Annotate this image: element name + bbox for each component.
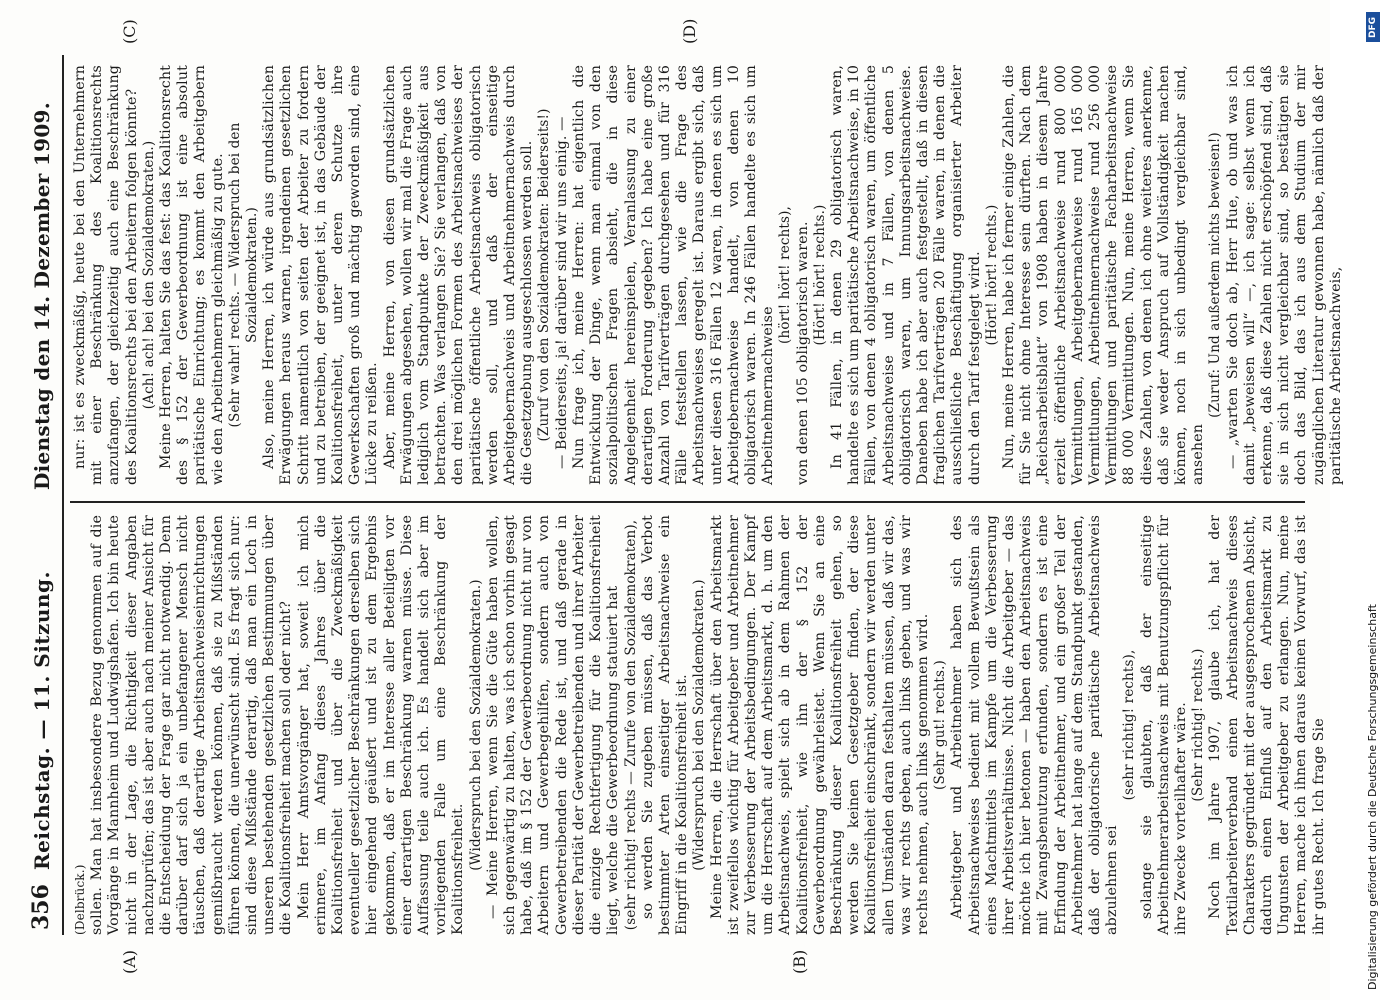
paragraph-text: Meine Herren, die Herrschaft über den Arbeitsmarkt ist zweifellos wichtig für Arbeitgeber und Arbeitnehmer zur Verbesserung der Arbeitsbedingungen. Der Kampf um die Herrschaft auf dem Arbeitsmarkt, d. h. um den Arbeitsnachweis, spielt sich ab in dem Rahmen der Koalitionsfreiheit, wie ihn der § 152 der Gewerbeordnung gewährleistet. Wenn Sie an eine Beschränkung dieser Koalitionsfreiheit gehen, so werden Sie keinen Gesetzgeber finden, der diese Koalitionsfreiheit einschränkt, sondern wir werden unter allen Umständen daran festhalten müssen, daß wir das, was wir rechts geben, auch links geben, und was wir rechts nehmen, auch links genommen wird. — [708, 515, 931, 935]
paragraph — [158, 65, 227, 485]
paragraph — [949, 515, 1121, 935]
paragraph-text: sollen. Man hat insbesondere Bezug genommen auf die Vorgänge in Mannheim und Ludwigshafen. Ich bin heute nicht in der Lage, die Richtigkeit dieser Angaben nachzuprüfen; das ist aber auch nach meiner Ansicht für die Entscheidung der Frage gar nicht notwendig. Denn darüber darf sich ja ein unbefangener Mensch nicht täuschen, daß derartige Arbeitsnachweiseinrichtungen gemißbraucht werden können, daß sie zu Mißständen führen können, die unerwünscht sind. Es fragt sich nur: sind diese Mißstände derartig, daß man ein Loch in unseren bestehenden gesetzlichen Bestimmungen über die Koalitionsfreiheit machen soll oder nicht? — [89, 515, 295, 935]
paragraph-text: nur: ist es zweckmäßig, heute bei den Unternehmern mit einer Beschränkung des Koalitionsrechts anzufangen, der gleichzeitig auch eine Beschränkung des Koalitionsrechts bei den Arbeitern folgen könnte? — [72, 65, 140, 485]
interjection: (Zuruf von den Sozialdemokraten: Beiderseits!) — [536, 108, 553, 442]
paragraph — [829, 65, 984, 485]
paragraph-text: In 41 Fällen, in denen 29 obligatorisch waren, handelte es sich um paritätische Arbeitsnachweise, in 10 Fällen, von denen 4 obligatorisch waren, um öffentliche Arbeitsnachweise und in 7 Fällen, von denen 5 obligatorisch waren, um Innungsarbeitsnachweise. Daneben habe ich aber auch festgestellt, daß in diesen fraglichen Tarifverträgen 20 Fälle waren, in denen die ausschließliche Beschäftigung organisierter Arbeiter durch den Tarif festgelegt wird. — [828, 65, 983, 485]
header-left-title: Reichstag. — 11. Sitzung. — [30, 571, 54, 870]
paragraph — [554, 65, 571, 485]
interjection: (Sehr gut! rechts.) — [932, 660, 949, 790]
paragraph — [382, 65, 537, 485]
paragraph-text: Aber, meine Herren, von diesen grundsätzlichen Erwägungen abgesehen, wollen wir mal die Frage auch lediglich vom Standpunkte der Zweckmäßigkeit aus betrachten. Was verlangen Sie? Sie verlangen, daß von den drei möglichen Formen des Arbeitsnachweises der paritätische öffentliche Arbeitsnachweis obligatorisch werden soll, und daß der einseitige Arbeitgebernachweis und Arbeitnehmernachweis durch die Gesetzgebung ausgeschlossen werden soll. — [381, 65, 536, 485]
paragraph — [261, 65, 381, 485]
paragraph — [1225, 65, 1345, 485]
interjection: (sehr richtig! rechts), — [1121, 649, 1138, 801]
interjection: (Zuruf: Und außerdem nichts beweisen!) — [1207, 132, 1224, 418]
right-text-column — [72, 65, 1344, 485]
margin-mark-a: (A) — [120, 949, 139, 974]
paragraph — [72, 65, 141, 485]
running-header — [20, 40, 64, 960]
interjection: (Sehr richtig! rechts.) — [1190, 648, 1207, 802]
paragraph-text: — „warten Sie doch ab, Herr Hue, ob und was ich damit „beweisen will“ —, ich sage: selbst wenn ich erkenne, daß diese Zahlen nicht erschöpfend sind, daß sie in sich nicht vergleichbar sind, so bestätigen sie doch das Bild, das ich aus dem Studium der mir zugänglichen Literatur gewonnen habe, nämlich daß der paritätische Arbeitsnachweis, — [1224, 65, 1344, 485]
margin-mark-b: (B) — [790, 949, 809, 974]
paragraph — [1139, 515, 1191, 935]
paragraph — [72, 515, 296, 935]
paragraph-text: Meine Herren, halten Sie das fest: das Koalitionsrecht des § 152 der Gewerbeordnung ist eine absolut paritätische Einrichtung; es kommt den Arbeitgebern wie den Arbeitnehmern gleichmäßig zu gute. — [158, 65, 226, 485]
interjection: (Widerspruch bei den Sozialdemokraten.) — [467, 579, 484, 871]
left-text-column — [72, 515, 1327, 935]
paragraph — [485, 515, 623, 935]
paragraph-text: Nun, meine Herren, habe ich ferner einige Zahlen, die für Sie nicht ohne Interesse sein dürften. Nach dem „Reichsarbeitsblatt“ von 1908 haben in diesem Jahre erzielt öffentliche Arbeitsnachweise rund 800 000 Vermittlungen, Arbeitgebernachweise rund 165 000 Vermittlungen, Arbeitnehmernachweise rund 256 000 Vermittlungen und paritätische Facharbeitsnachweise 88 000 Vermittlungen. Nun, meine Herren, wenn Sie diese Zahlen, von denen ich ohne weiteres anerkenne, daß sie weder Anspruch auf Vollständigkeit machen können, noch in sich unbedingt vergleichbar sind, ansehen — [1000, 65, 1207, 485]
paragraph-text: Nun frage ich, meine Herren: hat eigentlich die Entwicklung der Dinge, wenn man einmal von den sozialpolitischen Fragen absieht, die in diese Angelegenheit hereinspielen, Veranlassung zu einer derartigen Forderung gegeben? Ich habe eine große Anzahl von Tarifverträgen durchgesehen und für 316 Fälle feststellen lassen, wie die Frage des Arbeitsnachweises geregelt ist. Daraus ergibt sich, daß unter diesen 316 Fällen 12 waren, in denen es sich um Arbeitgebernachweise handelt, von denen 10 obligatorisch waren. In 246 Fällen handelte es sich um Arbeitnehmernachweise — [570, 65, 777, 485]
paragraph-text: — Beiderseits, ja! darüber sind wir uns einig. — — [553, 116, 570, 469]
interjection: (Hört! hört! rechts.) — [983, 204, 1000, 346]
paragraph-text: Mein Herr Amtsvorgänger hat, soweit ich mich erinnere, im Anfang dieses Jahres über die Koalitionsfreiheit und über die Zweckmäßigkeit eventueller gesetzlicher Beschränkungen derselben sich hier eingehend geäußert und ist zu dem Ergebnis gekommen, daß er im Interesse aller Beteiligten vor einer derartigen Beschränkung warnen müsse. Diese Auffassung teile auch ich. Es handelt sich aber im vorliegenden Falle um eine Beschränkung der Koalitionsfreiheit. — [295, 515, 467, 935]
paragraph — [640, 515, 692, 935]
column-divider — [70, 501, 1305, 503]
paragraph — [1207, 515, 1327, 935]
paragraph-text: — Meine Herren, wenn Sie die Güte haben wollen, sich gegenwärtig zu halten, was ich schon vorhin gesagt habe, daß im § 152 der Gewerbeordnung nicht nur von Arbeitern und Gewerbegehilfen, sondern auch von Gewerbetreibenden die Rede ist, und daß gerade in dieser Parität der Gewerbetreibenden und ihrer Arbeiter die einzige Rechtfertigung für die Koalitionsfreiheit liegt, welche die Gewerbeordnung statuiert hat — [484, 515, 622, 935]
interjection: (Ach! ach! bei den Sozialdemokraten.) — [140, 140, 157, 410]
interjection: (Hört! hört! rechts.) — [811, 204, 828, 346]
speaker-tag: (Delbrück.) — [73, 864, 87, 935]
digitization-credit — [1366, 6, 1380, 996]
paragraph-text: Arbeitgeber und Arbeitnehmer haben sich des Arbeitsnachweises bedient mit vollem Bewußtsein als eines Machtmittels im Kampfe um die Verbesserung ihrer Arbeitsverhältnisse. Nicht die Arbeitgeber — das möchte ich hier betonen — haben den Arbeitsnachweis mit Zwangsbenutzung erfunden, sondern es ist eine Erfindung der Arbeitnehmer, und ein großer Teil der Arbeitnehmer hat lange auf dem Standpunkt gestanden, daß der obligatorische paritätische Arbeitsnachweis abzulehnen sei — [949, 515, 1121, 935]
paragraph — [709, 515, 933, 935]
paragraph: von denen 105 obligatorisch waren. — [794, 221, 811, 485]
margin-mark-c: (C) — [120, 19, 139, 44]
dfg-logo: DFG — [1366, 12, 1380, 42]
paragraph — [1001, 65, 1207, 485]
interjection: (hört! hört! rechts), — [777, 206, 794, 344]
interjection: (Sehr wahr! rechts. — Widerspruch bei den Sozialdemokraten.) — [226, 122, 261, 428]
interjection: (Widerspruch bei den Sozialdemokraten.) — [691, 579, 708, 871]
margin-mark-d: (D) — [680, 18, 699, 44]
header-rule — [62, 55, 64, 935]
paragraph-text: solange sie glaubten, daß der einseitige Arbeitnehmerarbeitsnachweis mit Benutzungspflicht für ihre Zwecke vorteilhafter wäre. — [1138, 515, 1189, 935]
paragraph — [296, 515, 468, 935]
paragraph-text: so werden Sie zugeben müssen, daß das Verbot bestimmter Arten einseitiger Arbeitsnachweise ein Eingriff in die Koalitionsfreiheit ist. — [639, 515, 691, 935]
paragraph-text: Noch im Jahre 1907, glaube ich, hat der Textilarbeiterverband einen Arbeitsnachweis dieses Charakters gegründet mit der ausgesprochenen Absicht, dadurch einen Einfluß auf den Arbeitsmarkt zu Ungunsten der Arbeitgeber zu erlangen. Nun, meine Herren, mache ich ihnen daraus keinen Vorwurf, das ist ihr gutes Recht. Ich frage Sie — [1207, 515, 1327, 935]
credit-text: Digitalisierung gefördert durch die Deutsche Forschungsgemeinschaft — [1366, 604, 1379, 990]
interjection: (sehr richtig! rechts — Zurufe von den Sozialdemokraten), — [622, 519, 639, 931]
paragraph-text: Also, meine Herren, ich würde aus grundsätzlichen Erwägungen heraus warnen, irgendeinen gesetzlichen Schritt namentlich von seiten der Arbeiter zu fordern und zu betreiben, der geeignet ist, in das Gebäude der Koalitionsfreiheit, unter deren Schutze ihre Gewerkschaften groß und mächtig geworden sind, eine Lücke zu reißen. — [261, 65, 381, 485]
header-right-title: Dienstag den 14. Dezember 1909. — [30, 101, 54, 490]
paragraph — [571, 65, 777, 485]
page-number: 356 — [28, 884, 54, 930]
